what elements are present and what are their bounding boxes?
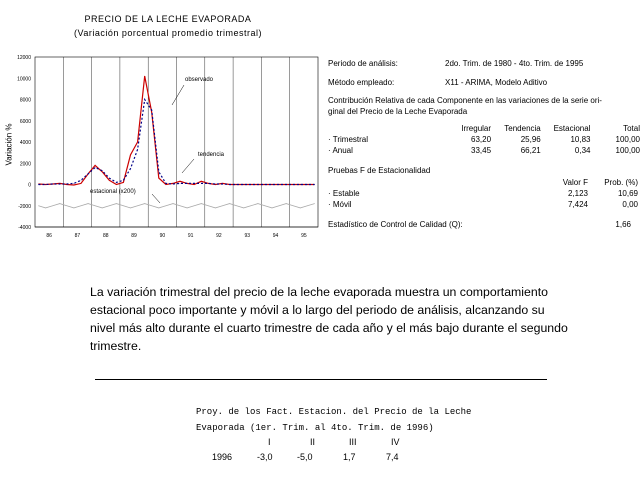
line-chart [0, 45, 325, 245]
data-point [81, 205, 82, 206]
annotation-observado-arrow [172, 85, 184, 105]
y-tick-label: 0 [28, 182, 31, 189]
proj-value-i: -3,0 [257, 452, 273, 462]
cell: 2,123 [567, 189, 588, 198]
cell: 100,00 [615, 146, 640, 155]
data-point [109, 180, 110, 181]
divider [95, 379, 547, 380]
annotation-observado: observado [185, 77, 214, 83]
data-point [201, 181, 202, 182]
data-point [250, 205, 251, 206]
data-point [102, 170, 103, 171]
cell: 7,424 [567, 200, 588, 209]
data-point [102, 208, 103, 209]
proj-value-ii: -5,0 [297, 452, 313, 462]
x-tick-label: 87 [74, 233, 81, 239]
annotation-tendencia: tendencia [198, 152, 225, 158]
proj-year: 1996 [212, 452, 233, 462]
data-point [314, 184, 315, 185]
data-point [38, 205, 39, 206]
cell: 0,34 [574, 146, 591, 155]
proj-value-iii: 1,7 [343, 452, 356, 462]
chart-annotations [90, 77, 225, 203]
data-point [180, 181, 181, 182]
data-point [52, 205, 53, 206]
data-point [151, 110, 152, 111]
cell: 0,00 [622, 200, 638, 209]
x-tick-label: 91 [187, 233, 194, 239]
x-tick-label: 88 [102, 233, 109, 239]
data-point [279, 184, 280, 185]
data-point [137, 142, 138, 143]
y-tick-label: 10000 [17, 76, 31, 83]
data-point [116, 182, 117, 183]
y-tick-label: 6000 [19, 118, 31, 125]
data-point [123, 182, 124, 183]
data-point [137, 149, 138, 150]
data-point [173, 184, 174, 185]
data-point [265, 205, 266, 206]
data-point [144, 76, 145, 77]
data-point [314, 203, 315, 204]
data-point [102, 171, 103, 172]
data-point [116, 203, 117, 204]
data-point [45, 208, 46, 209]
data-point [300, 184, 301, 185]
proj-header-iii: III [349, 437, 357, 447]
y-tick-label: 2000 [19, 161, 31, 168]
data-point [151, 205, 152, 206]
data-point [279, 205, 280, 206]
data-point [222, 184, 223, 185]
y-tick-label: 8000 [19, 97, 31, 104]
data-point [166, 205, 167, 206]
periodo-label: Periodo de análisis: [328, 59, 398, 68]
data-point [74, 185, 75, 186]
annotation-estacional-arrow [152, 194, 160, 203]
x-tick-label: 86 [46, 233, 52, 239]
data-point [194, 184, 195, 185]
data-point [173, 203, 174, 204]
x-tick-label: 93 [244, 233, 251, 239]
data-point [307, 184, 308, 185]
contrib-line1: Contribución Relativa de cada Componente en las variaciones de la serie ori- [328, 96, 602, 105]
data-point [215, 208, 216, 209]
data-point [187, 208, 188, 209]
data-point [286, 184, 287, 185]
control-value: 1,66 [615, 220, 631, 229]
annotation-tendencia-arrow [182, 159, 194, 173]
x-tick-label: 90 [159, 233, 166, 239]
table-row [328, 188, 638, 199]
y-tick-label: -2000 [18, 203, 31, 210]
table-row [328, 123, 640, 134]
cell: 10,83 [570, 135, 591, 144]
data-point [180, 205, 181, 206]
data-point [95, 205, 96, 206]
cell: 25,96 [520, 135, 541, 144]
row-label: · Estable [328, 189, 360, 198]
data-point [201, 203, 202, 204]
chart-subtitle: (Variación porcentual promedio trimestral) [74, 28, 262, 38]
cell: 33,45 [471, 146, 492, 155]
data-point [158, 171, 159, 172]
data-point [151, 112, 152, 113]
data-point [194, 205, 195, 206]
row-label: · Anual [328, 146, 353, 155]
data-point [66, 184, 67, 185]
table-row [328, 199, 638, 210]
row-label: · Móvil [328, 200, 352, 209]
x-tick-label: 92 [216, 233, 222, 239]
data-point [74, 183, 75, 184]
data-point [222, 205, 223, 206]
data-point [130, 154, 131, 155]
header-irregular: Irregular [461, 124, 492, 133]
proj-header-iv: IV [391, 437, 400, 447]
metodo-label: Método empleado: [328, 78, 395, 87]
data-point [258, 203, 259, 204]
data-point [123, 180, 124, 181]
header-prob: Prob. (%) [604, 178, 638, 187]
data-point [194, 183, 195, 184]
cell: 63,20 [471, 135, 492, 144]
data-point [38, 184, 39, 185]
x-tick-labels [46, 233, 306, 239]
cell: 66,21 [520, 146, 541, 155]
data-point [243, 184, 244, 185]
data-point [144, 99, 145, 100]
proj-header-i: I [268, 437, 271, 447]
data-point [109, 178, 110, 179]
data-point [272, 208, 273, 209]
data-point [166, 184, 167, 185]
proj-header-ii: II [310, 437, 316, 447]
data-point [59, 203, 60, 204]
data-point [243, 208, 244, 209]
data-point [52, 184, 53, 185]
x-tick-label: 89 [131, 233, 137, 239]
data-point [95, 165, 96, 166]
table-row [328, 145, 640, 156]
data-point [88, 203, 89, 204]
proj-line1: Proy. de los Fact. Estacion. del Precio de la Leche [196, 407, 472, 417]
data-point [66, 205, 67, 206]
data-point [208, 205, 209, 206]
data-point [109, 205, 110, 206]
cell: 10,69 [617, 189, 638, 198]
data-point [123, 205, 124, 206]
y-tick-labels [17, 55, 31, 231]
y-tick-label: -4000 [18, 225, 31, 231]
data-point [201, 183, 202, 184]
data-point [187, 183, 188, 184]
annotation-estacional: estacional (x200) [90, 189, 136, 195]
chart-grid [35, 57, 318, 227]
data-point [158, 208, 159, 209]
data-point [286, 203, 287, 204]
data-point [144, 203, 145, 204]
data-point [130, 208, 131, 209]
periodo-value: 2do. Trim. de 1980 - 4to. Trim. de 1995 [445, 59, 584, 68]
data-point [166, 183, 167, 184]
data-point [293, 184, 294, 185]
data-point [95, 167, 96, 168]
data-point [293, 205, 294, 206]
pruebas-title: Pruebas F de Estacionalidad [328, 166, 431, 175]
proj-line2: Evaporada (1er. Trim. al 4to. Trim. de 1996) [196, 423, 434, 433]
data-point [250, 184, 251, 185]
data-point [180, 183, 181, 184]
data-point [81, 183, 82, 184]
data-point [45, 184, 46, 185]
data-point [215, 184, 216, 185]
data-point [258, 184, 259, 185]
x-tick-label: 94 [272, 233, 279, 239]
data-point [307, 205, 308, 206]
y-tick-label: 4000 [19, 140, 31, 146]
data-point [59, 184, 60, 185]
chart-title: PRECIO DE LA LECHE EVAPORADA [84, 14, 252, 24]
data-point [236, 184, 237, 185]
data-point [130, 168, 131, 169]
table-row [328, 134, 640, 145]
data-point [158, 178, 159, 179]
control-label: Estadístico de Control de Calidad (Q): [328, 220, 463, 229]
header-total: Total [623, 124, 640, 133]
header-estacional: Estacional [553, 124, 591, 133]
data-point [208, 183, 209, 184]
data-point [116, 184, 117, 185]
contrib-line2: ginal del Precio de la Leche Evaporada [328, 107, 468, 116]
header-valor-f: Valor F [562, 178, 588, 187]
data-point [229, 184, 230, 185]
data-point [74, 208, 75, 209]
contrib-table [328, 123, 640, 156]
pruebas-table [328, 177, 638, 210]
data-point [236, 205, 237, 206]
description-paragraph: La variación trimestral del precio de la leche evaporada muestra un comportamiento estacional poco importante y móvil a lo largo del periodo de análisis, alcanzando su nivel más alto durante el cuarto trimestre de cada año y el más bajo durante el segundo trimestre. [90, 285, 568, 353]
data-point [137, 205, 138, 206]
data-point [229, 203, 230, 204]
x-tick-label: 95 [301, 233, 307, 239]
header-tendencia: Tendencia [504, 124, 541, 133]
data-point [81, 180, 82, 181]
data-point [272, 184, 273, 185]
row-label: · Trimestral [328, 135, 368, 144]
table-row [328, 177, 638, 188]
y-axis-label: Variación % [4, 123, 14, 166]
cell: 100,00 [615, 135, 640, 144]
data-point [88, 174, 89, 175]
data-point [265, 184, 266, 185]
data-point [300, 208, 301, 209]
proj-value-iv: 7,4 [386, 452, 399, 462]
y-tick-label: 12000 [17, 55, 31, 61]
metodo-value: X11 - ARIMA, Modelo Aditivo [445, 78, 548, 87]
